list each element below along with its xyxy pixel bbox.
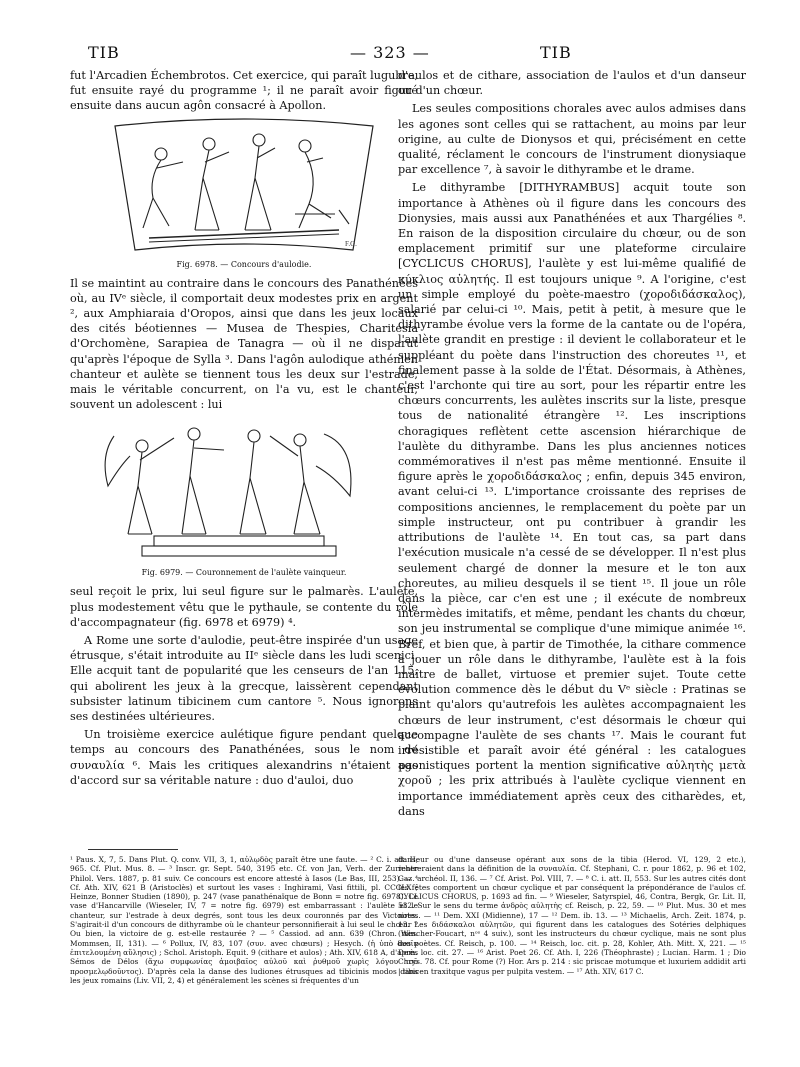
header-right-title: TIB — [540, 43, 572, 62]
header-page-number: — 323 — — [350, 43, 430, 62]
figure-6978-caption: Fig. 6978. — Concours d'aulodie. — [176, 259, 312, 269]
figure-6979-caption: Fig. 6979. — Couronnement de l'aulète vainqueur. — [141, 568, 347, 578]
page-header — [0, 43, 800, 67]
illustration-signature: F.G. — [345, 239, 357, 248]
left-paragraph-2: Il se maintint au contraire dans le concours des Panathénées où, au IVᵉ siècle, il comportait deux modestes prix en argent ², aux Amphiaraia d'Oropos, ainsi que dans les jeux locaux des cités béotiennes — Musea de Thespies, Charitesia d'Orchomène, Sarapiea de Tanagra — où il ne disparut qu'après l'époque de Sylla ³. Dans l'agôn aulodique athénien chanteur et aulète se tiennent tous les deux sur l'estrade, mais le véritable concurrent, on l'a vu, est le chanteur, souvent un adolescent : lui — [70, 276, 418, 412]
right-paragraph-3: Le dithyrambe [DITHYRAMBUS] acquit toute son importance à Athènes où il figure dans les concours des Dionysies, mais aussi aux Panathénées et aux Thargélies ⁸. En raison de la disposition circulaire du chœur, ou de son emplacement primitif sur une plateforme circulaire [CYCLICUS CHORUS], l'aulète y est lui-même qualifié de κύκλιος αὐλητής. Il est toujours unique ⁹. A l'origine, c'est un simple employé du poète-maestro (χοροδιδάσκαλος), salarié par celui-ci ¹⁰. Mais, petit à petit, à mesure que le dithyrambe évolue vers la forme de la cantate ou de l'opéra, l'aulète grandit en prestige : il devient le collaborateur et le suppléant du poète dans l'instruction des choreutes ¹¹, et finalement passe à la solde de l'État. Désormais, à Athènes, c'est l'archonte qui tire au sort, pour les répartir entre les chœurs concurrents, les aulètes inscrits sur la liste, presque tous de nationalité étrangère ¹². Les inscriptions choragiques reflètent cette ascension hiérarchique de l'aulète du dithyrambe. Dans les plus anciennes notices commémoratives il n'est pas même mentionné. Ensuite il figure après le χοροδιδάσκαλος ; enfin, depuis 345 environ, avant celui-ci ¹³. L'importance croissante des reprises de compositions anciennes, le remplacement du poète par un simple instructeur, ont pu contribuer à grandir les attributions de l'aulète ¹⁴. En tout cas, sa part dans l'exécution musicale n'a cessé de se développer. Il n'est plus seulement chargé de donner la mesure et le ton aux choreutes, au milieu desquels il se tient ¹⁵. Il joue un rôle dans la pièce, car c'en est une ; il exécute de nombreux intermèdes imitatifs, et même, pendant les chants du chœur, son jeu instrumental se complique d'une mimique animée ¹⁶. Bref, et bien que, à partir de Timothée, la cithare commence à jouer un rôle dans le dithyrambe, l'aulète est à la fois maître de ballet, virtuose et premier sujet. Toute cette évolution commence dès le début du Vᵉ siècle : Pratinas se plaint qu'alors qu'autrefois les aulètes accompagnaient les chœurs de leur instrument, c'est désormais le chœur qui accompagne l'aulète de ses chants ¹⁷. Mais le courant fut irrésistible et paraît avoir été général : les catalogues agonistiques portent la mention significative αὐλητὴς μετὰ χοροῦ ; les prix attribués à l'aulète cyclique viennent en importance immédiatement après ceux des citharèdes, et, dans — [398, 181, 746, 818]
header-left-title: TIB — [88, 43, 120, 62]
victor-crowning-illustration — [94, 416, 394, 566]
left-paragraph-1: fut l'Arcadien Échembrotos. Cet exercice, qui paraît lugubre, fut ensuite rayé du programme ¹; il ne paraît avoir figuré ensuite dans aucun agôn consacré à Apollon. — [70, 69, 418, 113]
footnote-separator — [88, 849, 178, 850]
right-column — [398, 68, 746, 822]
footnotes-right: danseur ou d'une danseuse opérant aux sons de la tibia (Herod. VI, 129, 2 etc.), rentreraient dans la définition de la συναυλία. Cf. Stephani, C. r. pour 1862, p. 96 et 102, Gaz. archéol. II, 136. — ⁷ Cf. Arist. Pol. VIII, 7. — ⁸ C. i. att. II, 553. Sur les autres cités dont les fêtes comportent un chœur cyclique et par conséquent la prépondérance de l'aulos cf. CYCLICUS CHORUS, p. 1693 ad fin. — ⁹ Wieseler, Satyrspiel, 46, Contra, Bergk, Gr. Lit. II, 532. Sur le sens du terme ἀνδρὸς αὐλητὴς cf. Reisch, p. 22, 59. — ¹⁰ Plut. Mus. 30 et mes notes. — ¹¹ Dem. XXI (Midienne), 17 — ¹² Dem. ib. 13. — ¹³ Michaelis, Arch. Zeit. 1874, p. 13. Les διδάσκαλοι αὐλητῶν, qui figurent dans les catalogues des Sotéries delphiques (Wescher-Foucart, nᵒˢ 4 suiv.), sont les instructeurs du chœur cyclique, mais ne sont plus des poètes. Cf. Reisch, p. 100. — ¹⁴ Reisch, loc. cit. p. 28, Kohler, Ath. Mitt. X, 221. — ¹⁵ Dem. loc. cit. 27. — ¹⁶ Arist. Poet 26. Cf. Ath. I, 226 (Théophraste) ; Lucian. Harm. 1 ; Dio Chrys. 78. Cf. pour Rome (?) Hor. Ars p. 214 : sic priscae motumque et luxuriem addidit arti | tibicen traxitque vagus per pulpita vestem. — ¹⁷ Ath. XIV, 617 C. — [398, 855, 746, 976]
left-paragraph-4: A Rome une sorte d'aulodie, peut-être inspirée d'un usage étrusque, s'était introduite au IIᵉ siècle dans les ludi scenici. Elle acquit tant de popularité que les censeurs de l'an 115, qui abolirent les jeux à la grecque, laissèrent cependant subsister latinum tibicinem cum cantore ⁵. Nous ignorons ses destinées ultérieures. — [70, 634, 418, 724]
left-paragraph-5: Un troisième exercice aulétique figure pendant quelque temps au concours des Panathénées, sous le nom de συναυλία ⁶. Mais les critiques alexandrins n'étaient pas d'accord sur sa véritable nature : duo d'auloi, duo — [70, 728, 418, 787]
footnotes-left: ¹ Paus. X, 7, 5. Dans Plut. Q. conv. VII, 3, 1, αὐλῳδὸς paraît être une faute. — ² C. i. att. II, 965. Cf. Plut. Mus. 8. — ³ Inscr. gr. Sept. 540, 3195 etc. Cf. von Jan, Verh. der Zuricher Philol. Vers. 1887, p. 81 suiv. Ce concours est encore attesté à Iasos (Le Bas, III, 253). — ⁴ Cf. Ath. XIV, 621 B (Aristoclès) et surtout les vases : Inghirami, Vasi fittili, pl. CCCLX ; Heinze, Bonner Studien (1890), p. 247 (vase panathénaïque de Bonn = notre fig. 6978). Le vase d'Hancarville (Wieseler, IV, 7 = notre fig. 6979) est embarrassant : l'aulète et le chanteur, sur l'estrade à deux degrés, sont tous les deux couronnés par des Victoires. S'agirait-il d'un concours de dithyrambe où le chanteur personnifierait à lui seul le chœur ? Ou bien, la victoire de g. est-elle restaurée ? — ⁵ Cassiod. ad ann. 639 (Chron. min. Mommsen, II, 131). — ⁶ Pollux, IV, 83, 107 (συν. avec chœurs) ; Hesych. (ἡ ὑπὸ δυοῖν ἐπιτελουμένη αὔλησις) ; Schol. Aristoph. Equit. 9 (cithare et aulos) ; Ath. XIV, 618 A, d'après Sémos de Délos (ἄχω συμφωνίας ἀμοιβαῖος αὐλοῦ καὶ ῥυθμοῦ χωρὶς λόγου τοῦ προσμελῳδοῦντος). D'après cela la danse des ludiones étrusques ad tibicinis modos dans les jeux romains (Liv. VII, 2, 4) et généralement les scènes si fréquentes d'un — [70, 855, 418, 985]
left-paragraph-3: seul reçoit le prix, lui seul figure sur le palmarès. L'aulète, plus modestement vêtu que le pythaule, se contente du rôle d'accompagnateur (fig. 6978 et 6979) ⁴. — [70, 585, 418, 629]
aulodie-contest-illustration — [109, 118, 379, 258]
figure-6979 — [70, 416, 418, 578]
figure-6978 — [70, 118, 418, 270]
right-paragraph-1: d'aulos et de cithare, association de l'aulos et d'un danseur ou d'un chœur. — [398, 69, 746, 98]
left-column — [70, 68, 418, 791]
right-paragraph-2: Les seules compositions chorales avec aulos admises dans les agones sont celles qui se rattachent, au moins par leur origine, au culte de Dionysos et qui, précisément en cette qualité, réclament le concours de l'instrument dionysiaque par excellence ⁷, à savoir le dithyrambe et le drame. — [398, 102, 746, 177]
